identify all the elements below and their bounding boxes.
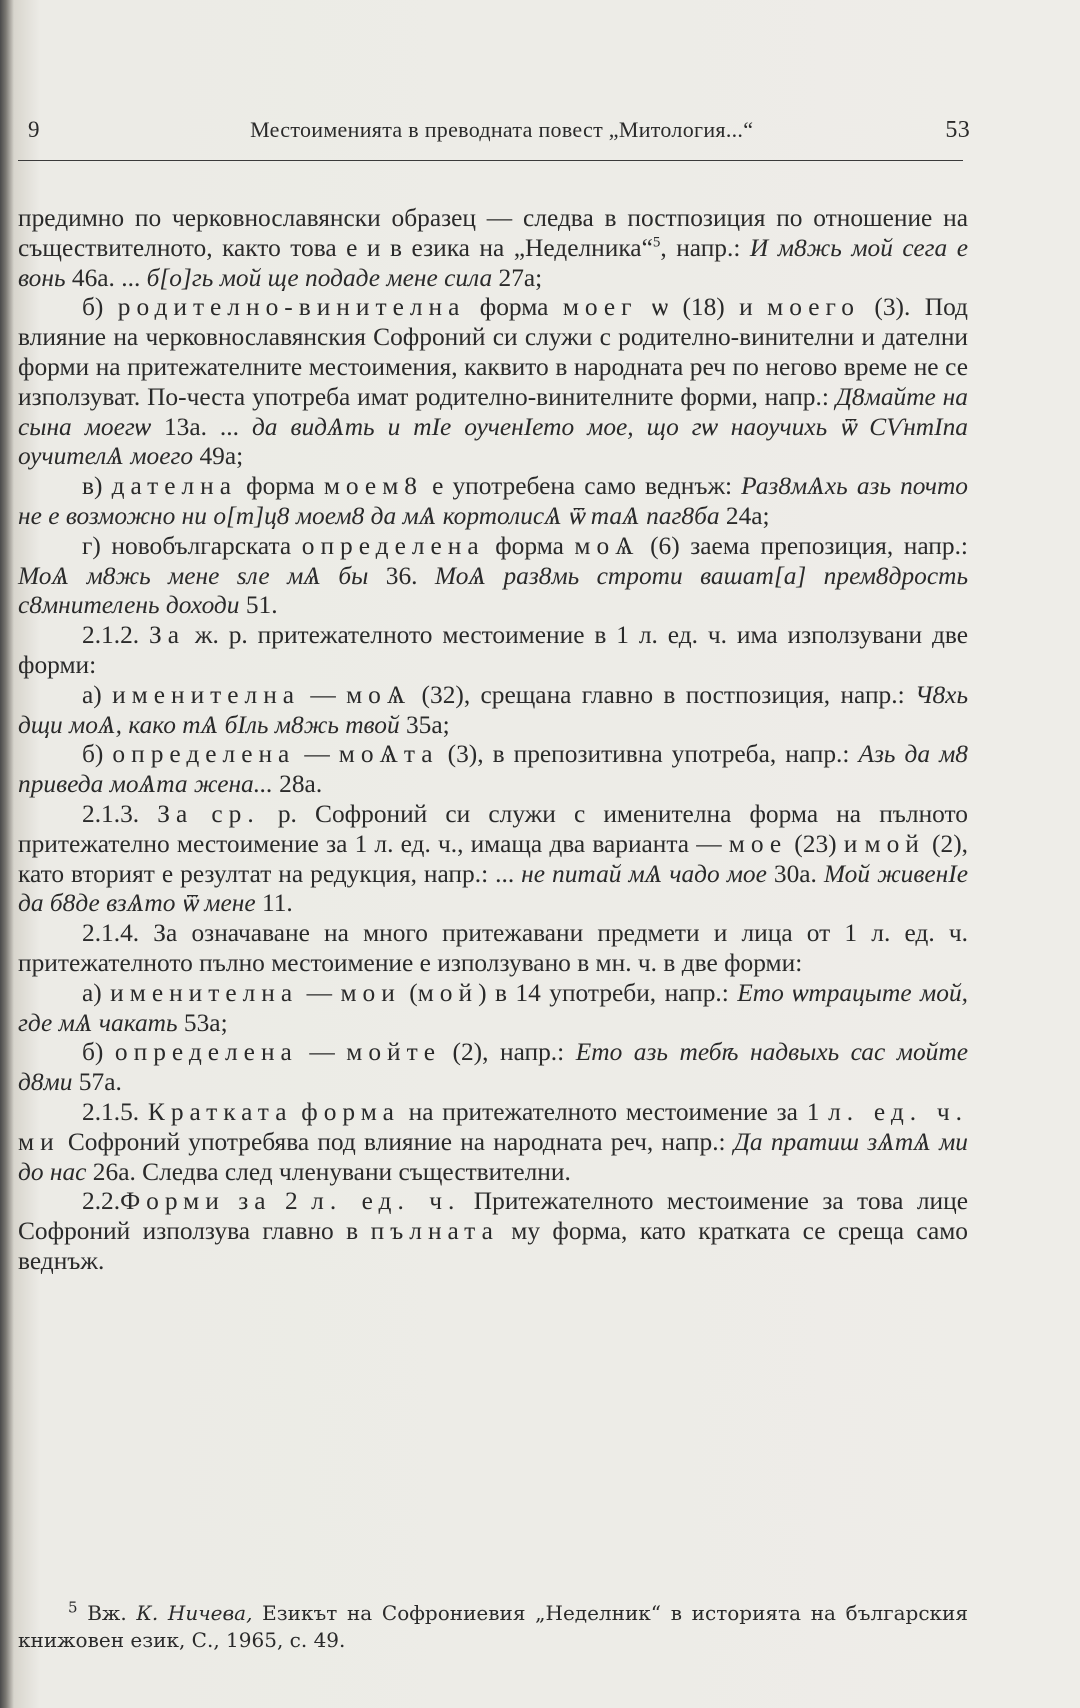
- paragraph: б) определена — мойте (2), напр.: Ето азь тебѣ надвыхь сас мойте д8ми 57а.: [18, 1038, 968, 1097]
- paragraph: в) дателна форма моем8 е употребена само веднъж: Раз8мѦхь азь почто не е возможно ни о[т]ц8 моем8 да мѦ кортолисѦ ѿ таѦ паг8ба 24а;: [18, 472, 968, 530]
- paragraph: а) именителна — моѦ (32), срещана главно в постпозиция, напр.: Ч8хь дщи моѦ, како тѦ бІль м8жь твой 35а;: [18, 680, 968, 739]
- page-header: [28, 117, 970, 151]
- paragraph: 2.1.3. За ср. р. Софроний си служи с именителна форма на пълното притежателно местоимение за 1 л. ед. ч., имаща два варианта — мое (23) и мой (2), като вторият е резултат на редукция, напр.: ... не питай мѦ чадо мое 30а. Мой живенІе да б8де взѦто ѿ мене 11.: [18, 799, 969, 918]
- paragraph: предимно по черковнославянски образец — следва в постпозиция по отношение на съществителното, както това е и в езика на „Неделника“$^5$, напр.: И м8жь мой сега е вонь 46а. ... б[о]гь мой ще подаде мене сила 27а;: [18, 204, 968, 292]
- footnote: [18, 1600, 968, 1654]
- header-rule: [18, 160, 963, 161]
- page-number: 53: [945, 117, 970, 143]
- paragraph: 2.1.5. Кратката форма на притежателното местоимение за 1 л. ед. ч. ми Софроний употребява под влияние на народната реч, напр.: Да пратиш зѦтѦ ми до нас 26а. Следва след членувани съществителни.: [18, 1097, 968, 1186]
- paragraph: 2.2.Форми за 2 л. ед. ч. Притежателното местоимение за това лице Софроний използува главно в пълната му форма, като кратката се среща само веднъж.: [18, 1187, 968, 1275]
- paragraph: а) именителна — мои (мой) в 14 употреби, напр.: Ето ѡтрацыте мой, где мѦ чакать 53а;: [18, 978, 968, 1037]
- body-text: [18, 204, 968, 1277]
- paragraph: 2.1.2. За ж. р. притежателното местоимение в 1 л. ед. ч. има използувани две форми:: [18, 621, 968, 679]
- paragraph: б) определена — моѦта (3), в препозитивна употреба, напр.: Азь да м8 приведа моѦта жена... 28а.: [18, 740, 968, 799]
- paragraph: 2.1.4. За означаване на много притежавани предмети и лица от 1 л. ед. ч. притежателното пълно местоимение е използувано в мн. ч. в две форми:: [18, 919, 968, 977]
- running-title: Местоименията в преводната повест „Митология...“: [250, 117, 754, 142]
- paragraph: г) новобългарската определена форма моѦ (6) заема препозиция, напр.: МоѦ м8жь мене ѕле мѦ бы 36. МоѦ раз8мь строти вашат[а] прем8дрость с8мнителень доходи 51.: [18, 531, 969, 620]
- footnote-text: $^5$ Вж. К. Ничева, Езикът на Софрониевия „Неделник“ в историята на българския книжовен език, С., 1965, с. 49.: [18, 1598, 969, 1652]
- section-number: 9: [28, 117, 40, 142]
- paragraph: б) родително-винителна форма моег ѡ (18) и моего (3). Под влияние на черковнославянския Софроний си служи с родително-винителни и дателни форми на притежателните местоимения, каквито в народната реч по негово време не се използуват. По-честа употреба имат родително-винителните форми, напр.: Д8майте на сына моегѡ 13а. ... да видѦть и тІе оученІето мое, що гѡ наоучихь ѿ СѴнтІпа оучителѦ моего 49а;: [18, 293, 968, 471]
